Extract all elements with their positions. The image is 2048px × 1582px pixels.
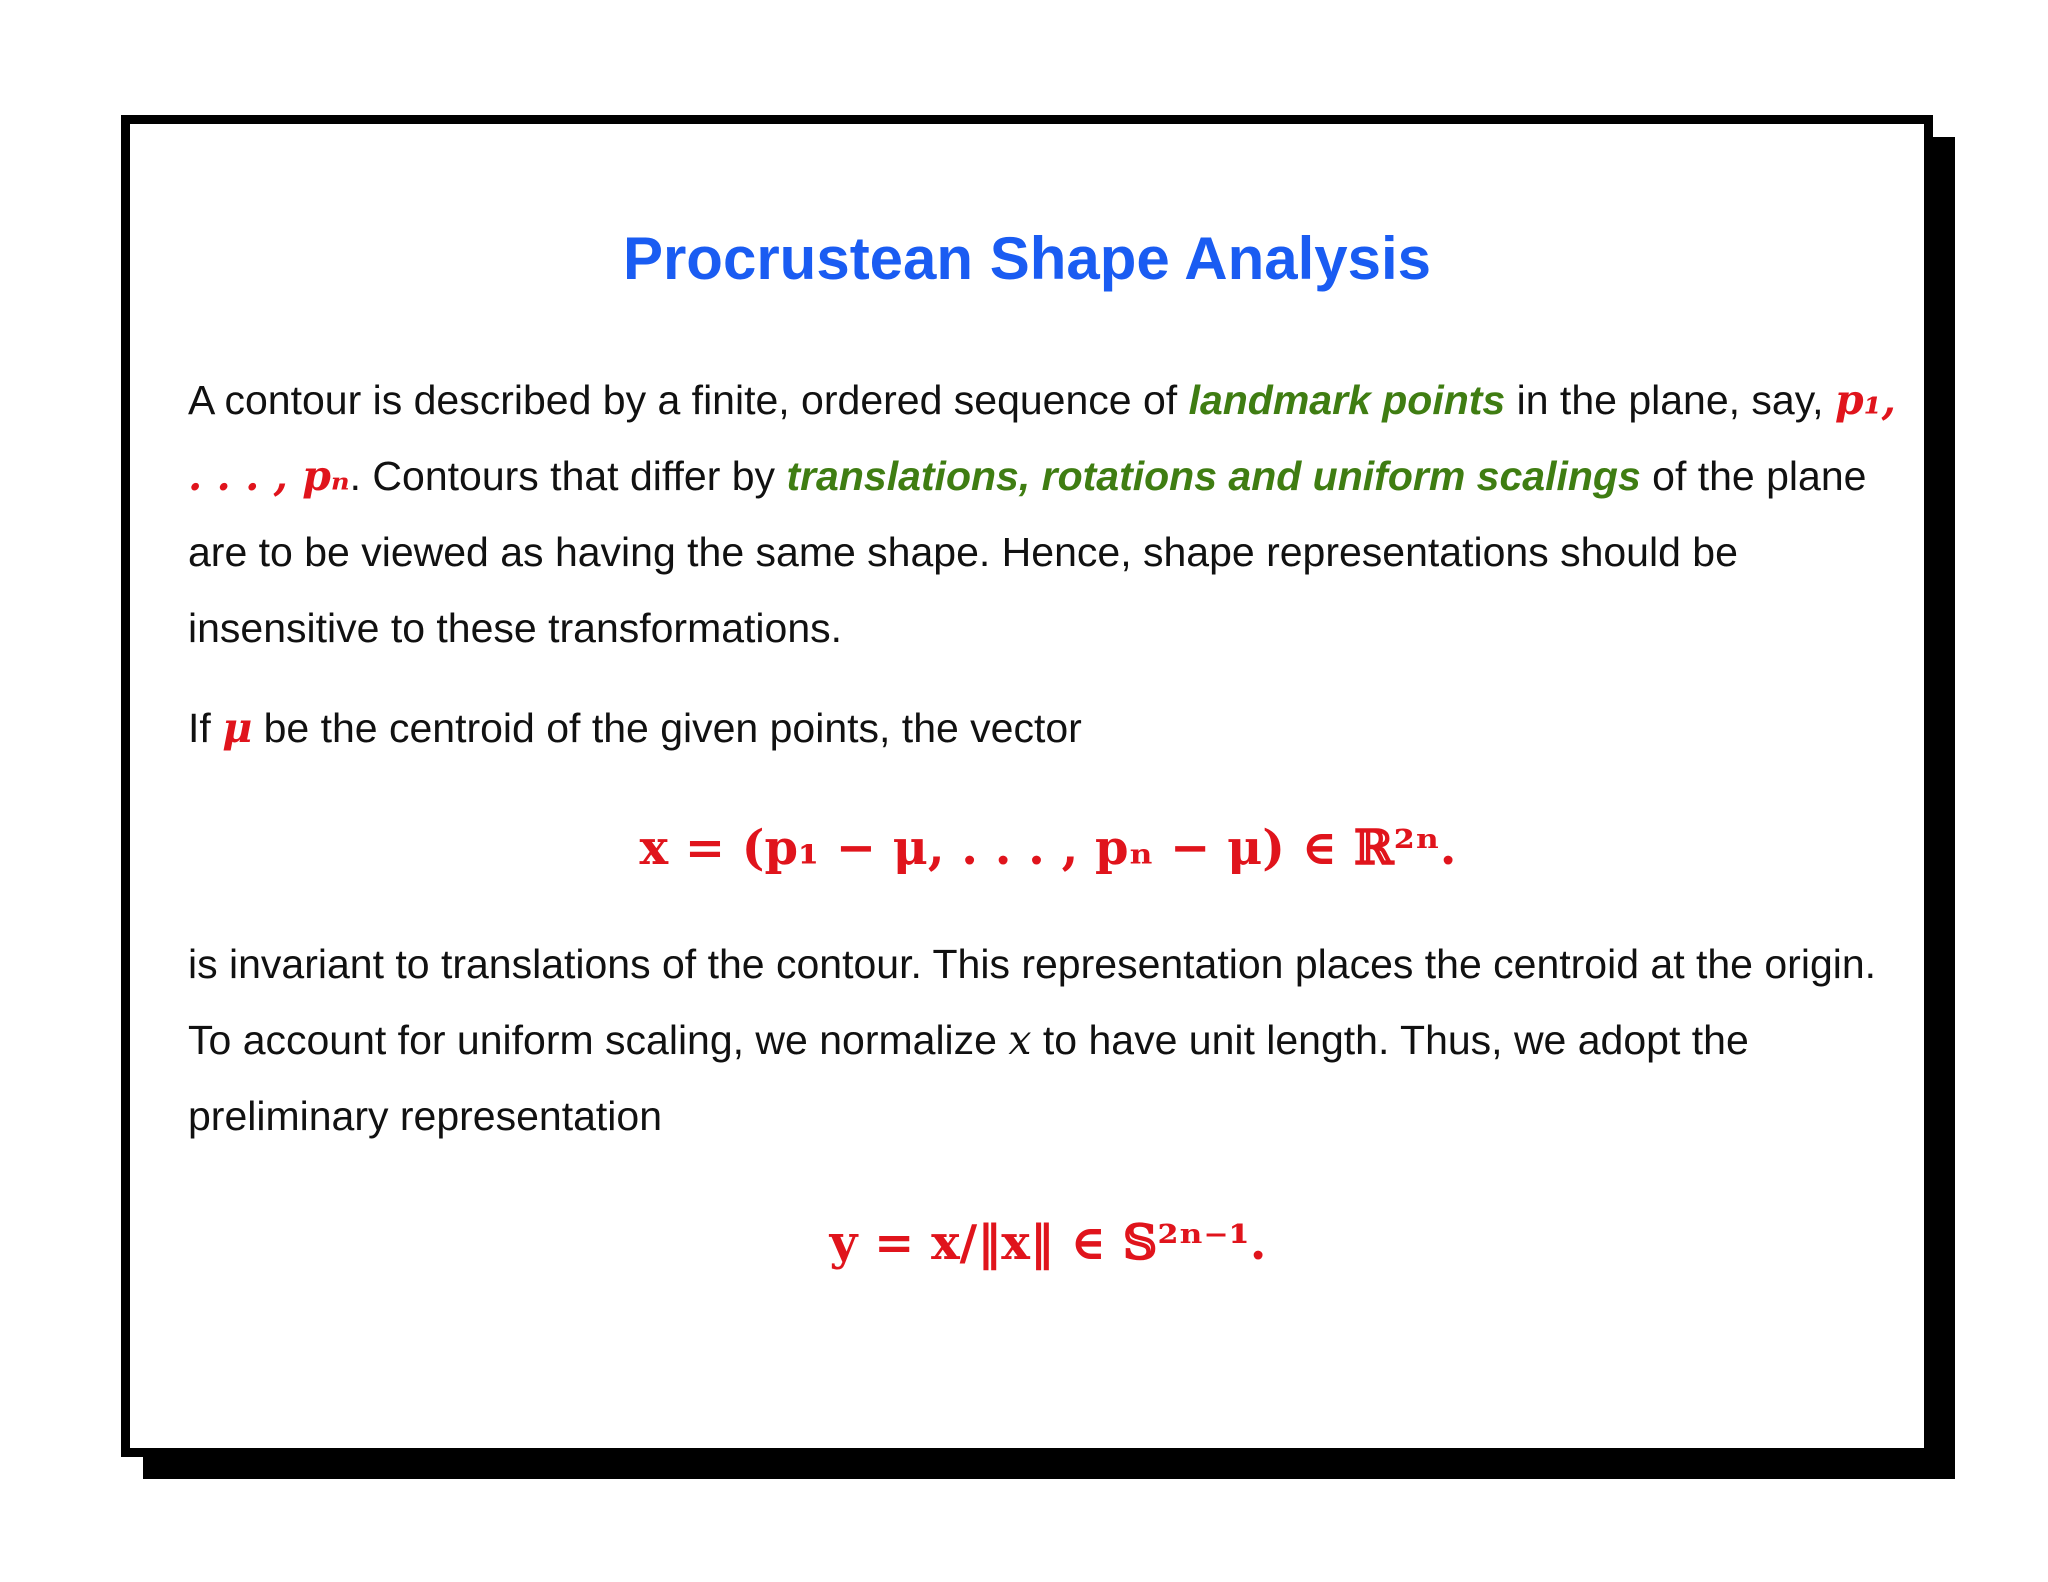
math-x: x [1008, 1016, 1032, 1064]
slide-frame [121, 115, 1933, 1457]
math-landmark-sequence: p₁, . . . , pₙ [188, 376, 1896, 500]
paragraph-text: of the plane are to be viewed as having the same shape. Hence, shape representations should be insensitive to these transformations. [188, 453, 1867, 651]
equation-normalized-representation: y = x/‖x‖ ∈ 𝕊²ⁿ⁻¹. [829, 1215, 1267, 1271]
paragraph-text: be the centroid of the given points, the vector [252, 705, 1082, 751]
paragraph-centroid [188, 690, 1908, 766]
equation-centered-vector: x = (p₁ − μ, . . . , pₙ − μ) ∈ ℝ²ⁿ. [639, 820, 1457, 876]
paragraph-text: in the plane, say, [1505, 377, 1835, 423]
slide-title: Procrustean Shape Analysis [622, 225, 1432, 292]
emphasis-transformations: translations, rotations and uniform scalings [786, 453, 1641, 499]
paragraph-normalization [188, 926, 1908, 1154]
paragraph-text: to have unit length. Thus, we adopt the preliminary representation [188, 1017, 1749, 1139]
emphasis-landmark-points: landmark points [1188, 377, 1506, 423]
paragraph-landmarks [188, 362, 1908, 666]
paragraph-text: . Contours that differ by [349, 453, 787, 499]
paragraph-text: is invariant to translations of the contour. This representation places the centroid at the origin. To account for uniform scaling, we normalize [188, 941, 1877, 1063]
math-mu: μ [222, 704, 253, 752]
paragraph-text: A contour is described by a finite, ordered sequence of [188, 377, 1189, 423]
slide-body [188, 362, 1908, 1308]
paragraph-text: If [188, 705, 223, 751]
